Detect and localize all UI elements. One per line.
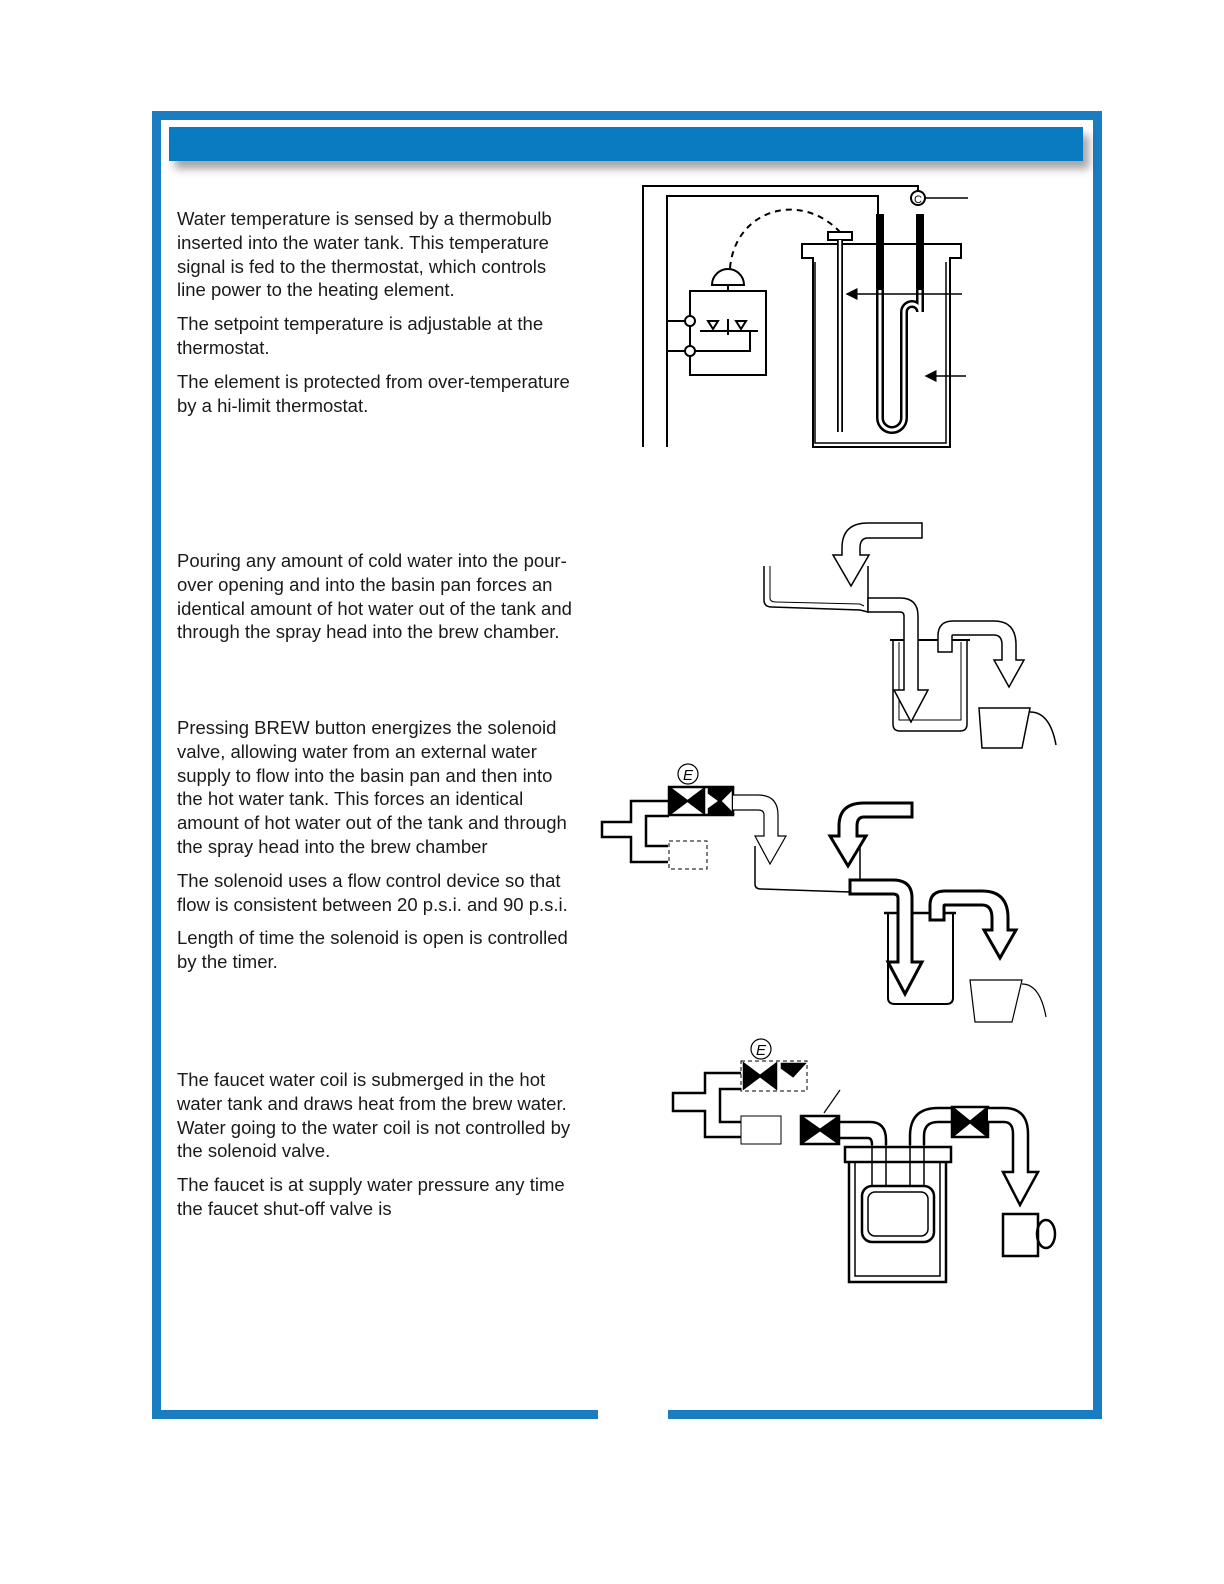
hi-limit-label: C <box>914 194 922 206</box>
paragraph: The element is protected from over-temperature by a hi-limit thermostat. <box>177 370 570 416</box>
solenoid-label-faucet: E <box>755 1042 767 1059</box>
paragraph: The faucet is at supply water pressure any time the faucet shut-off valve is <box>177 1174 565 1219</box>
brew-button-diagram <box>602 764 1046 1022</box>
paragraph: Water temperature is sensed by a thermobulb inserted into the water tank. This temperature signal is fed to the thermostat, which controls line power to the heating element. <box>177 208 552 301</box>
faucet-diagram <box>673 1039 1055 1282</box>
pour-over-diagram <box>764 523 1056 748</box>
paragraph: The faucet water coil is submerged in the hot water tank and draws heat from the brew water. Water going to the water coil is not controlled by the solenoid valve. <box>177 1069 571 1162</box>
paragraph: The solenoid uses a flow control device so that flow is consistent between 20 p.s.i. and 90 p.s.i. <box>177 869 568 915</box>
paragraph: The setpoint temperature is adjustable at the thermostat. <box>177 313 544 358</box>
paragraph: Pouring any amount of cold water into the pour-over opening and into the basin pan forces an identical amount of hot water out of the tank and through the spray head into the brew chamber. <box>177 550 572 643</box>
solenoid-label-brew: E <box>682 767 694 784</box>
paragraph: Pressing BREW button energizes the solenoid valve, allowing water from an external water supply to flow into the basin pan and then into the hot water tank. This forces an identical amount of hot water out of the tank and through the spray head into the brew chamber <box>177 717 567 857</box>
heating-diagram <box>643 186 968 447</box>
paragraph: Length of time the solenoid is open is controlled by the timer. <box>177 927 568 973</box>
